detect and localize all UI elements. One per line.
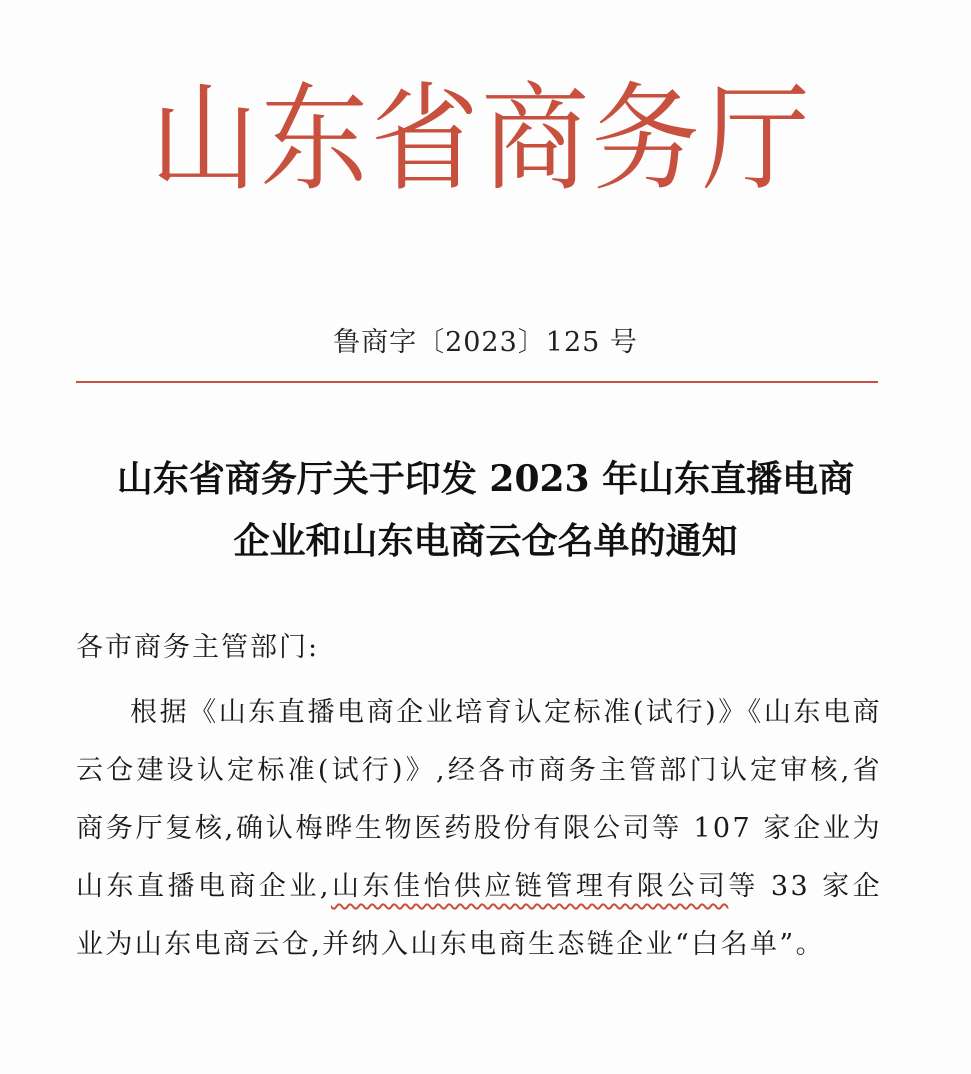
body-text-part-1: 根据《山东直播电商企业培育认定标准(试行)》《山东电商云仓建设认定标准(试行)》,经各市商务主管部门认定审核,省商务厅复核,确认梅晔生物医药股份有限公司等 107 家企业为山东直播电商企业,: [76, 697, 882, 902]
title-line-1: 山东省商务厅关于印发 2023 年山东直播电商: [116, 458, 855, 500]
header-divider: [76, 381, 878, 383]
document-title: [60, 448, 911, 572]
title-line-2: 企业和山东电商云仓名单的通知: [233, 520, 738, 562]
addressee: 各市商务主管部门:: [76, 632, 320, 663]
org-header-char: 商: [481, 71, 590, 207]
document-number: 鲁商字〔2023〕125 号: [333, 327, 638, 358]
org-header-char: 山: [150, 71, 259, 207]
body-paragraph: [76, 684, 882, 974]
org-header-char: 省: [370, 71, 479, 207]
org-header-char: 东: [260, 71, 369, 207]
org-header-char: 厅: [701, 71, 810, 207]
body-text-part-2: 等 33 家企业为山东电商云仓,并纳入山东电商生态链企业“白名单”。: [76, 871, 883, 960]
org-header-char: 务: [591, 71, 700, 207]
highlighted-company: 山东佳怡供应链管理有限公司: [330, 871, 729, 902]
org-header: [150, 70, 810, 210]
